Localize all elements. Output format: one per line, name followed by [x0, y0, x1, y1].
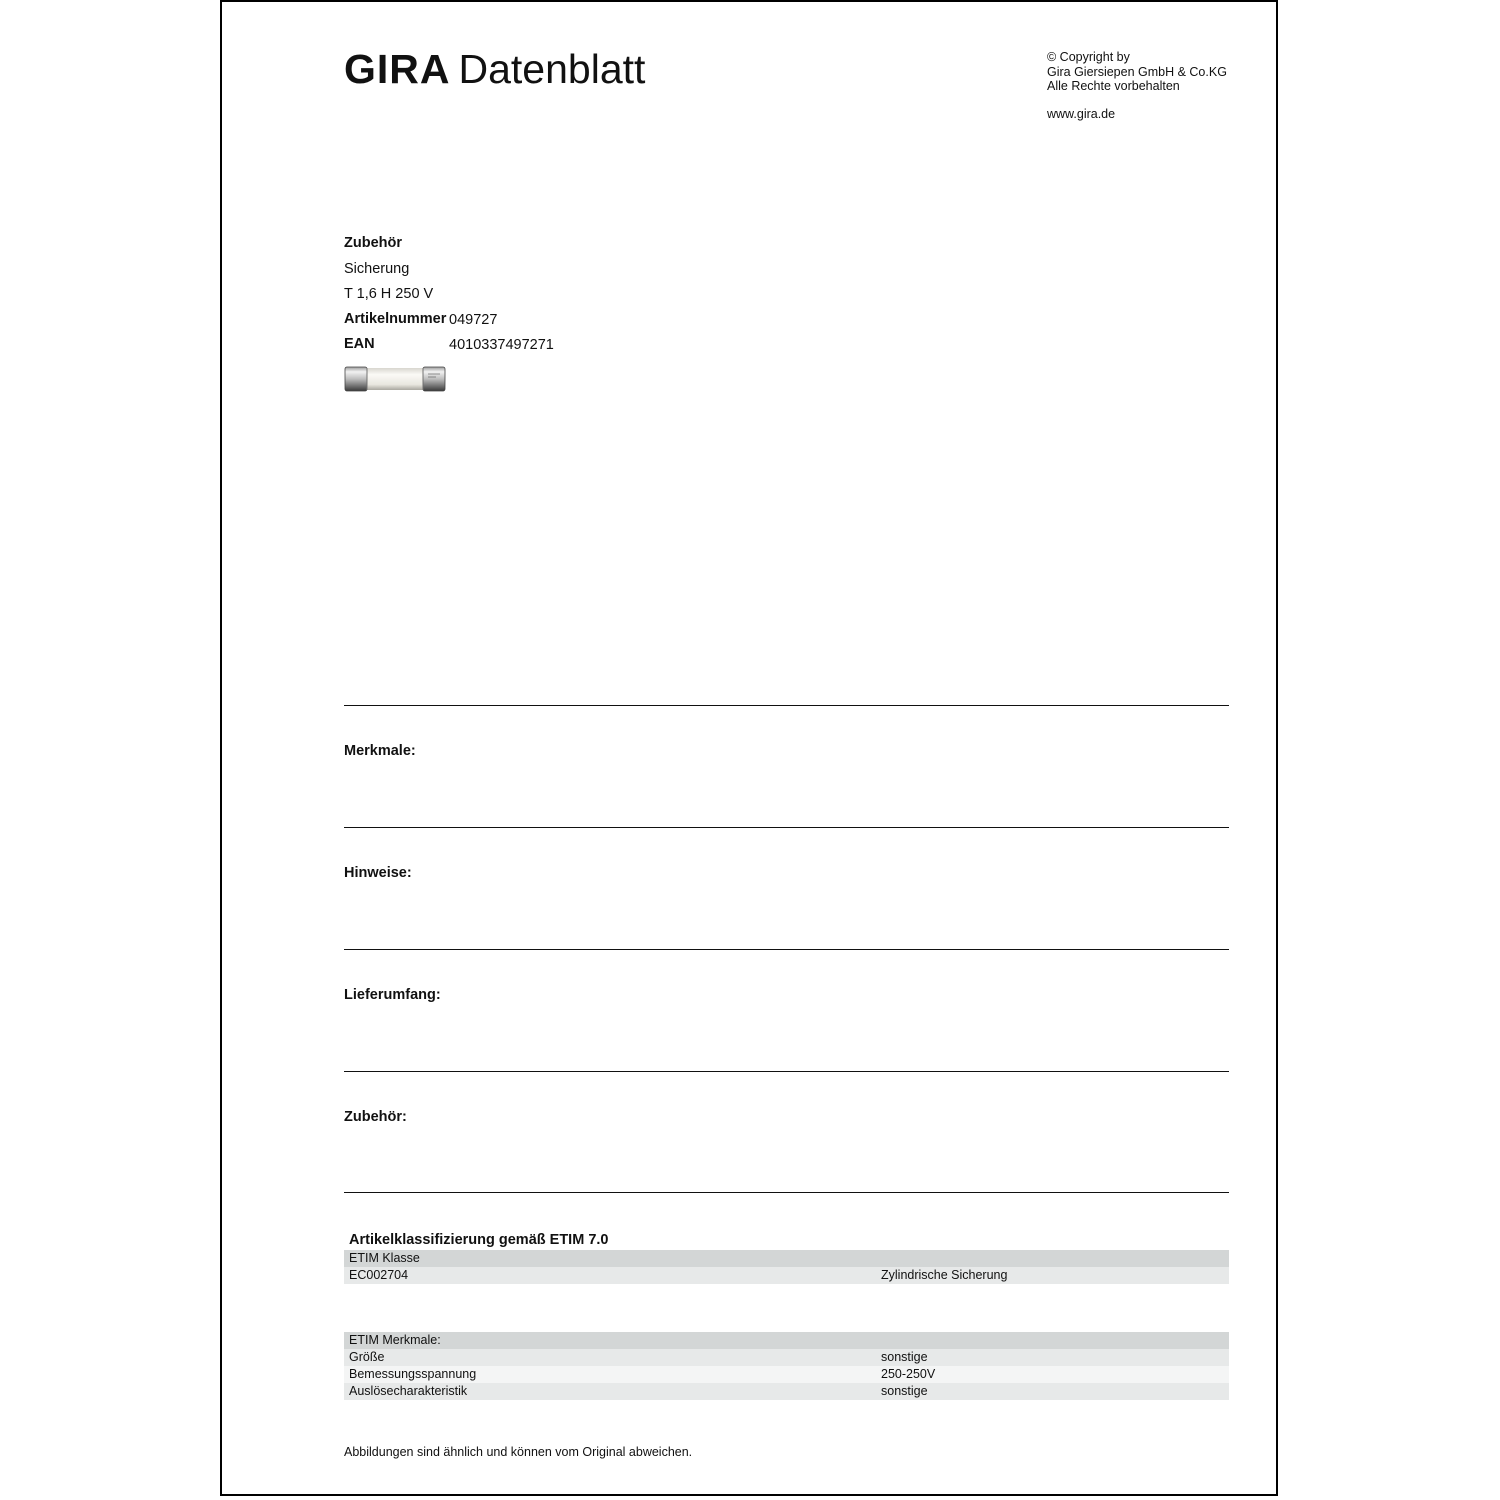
etim-class-name: Zylindrische Sicherung [881, 1268, 1008, 1282]
document-title: Datenblatt [458, 46, 646, 92]
section-divider [344, 949, 1229, 950]
section-divider [344, 827, 1229, 828]
datasheet-page [220, 0, 1278, 1496]
table-header-row [344, 1332, 1229, 1349]
feature-name: Bemessungsspannung [349, 1367, 477, 1381]
ean-label: EAN [344, 336, 375, 352]
website-link[interactable]: www.gira.de [1047, 107, 1116, 121]
fuse-product-image [344, 364, 446, 394]
product-category: Zubehör [344, 235, 402, 251]
table-row [344, 1349, 1229, 1366]
feature-value: 250-250V [881, 1367, 936, 1381]
section-divider [344, 1071, 1229, 1072]
table-row [344, 1366, 1229, 1383]
copyright-notice [1047, 50, 1227, 94]
copyright-line: Gira Giersiepen GmbH & Co.KG [1047, 64, 1227, 79]
section-heading-lieferumfang: Lieferumfang: [344, 987, 441, 1003]
etim-features-header: ETIM Merkmale: [349, 1333, 441, 1347]
etim-features-table [344, 1332, 1229, 1400]
article-number-label: Artikelnummer [344, 311, 447, 327]
feature-value: sonstige [881, 1350, 928, 1364]
etim-title: Artikelklassifizierung gemäß ETIM 7.0 [349, 1232, 609, 1248]
copyright-line: © Copyright by [1047, 50, 1130, 64]
article-number-value: 049727 [449, 312, 498, 328]
etim-class-code: EC002704 [349, 1268, 409, 1282]
header-logo [344, 46, 645, 92]
table-row [344, 1383, 1229, 1400]
brand-name: GIRA [344, 46, 451, 92]
section-divider [344, 705, 1229, 706]
section-divider [344, 1192, 1229, 1193]
feature-name: Größe [349, 1350, 385, 1364]
ean-value: 4010337497271 [449, 337, 554, 353]
feature-name: Auslösecharakteristik [349, 1384, 468, 1398]
product-spec: T 1,6 H 250 V [344, 286, 434, 302]
section-heading-merkmale: Merkmale: [344, 743, 416, 759]
table-row [344, 1267, 1229, 1284]
copyright-line: Alle Rechte vorbehalten [1047, 79, 1180, 93]
feature-value: sonstige [881, 1384, 928, 1398]
etim-class-header: ETIM Klasse [349, 1251, 420, 1265]
product-name: Sicherung [344, 261, 410, 277]
table-header-row [344, 1250, 1229, 1267]
footnote: Abbildungen sind ähnlich und können vom Original abweichen. [344, 1445, 693, 1459]
etim-class-table [344, 1250, 1229, 1284]
section-heading-hinweise: Hinweise: [344, 865, 412, 881]
section-heading-zubehoer: Zubehör: [344, 1109, 407, 1125]
